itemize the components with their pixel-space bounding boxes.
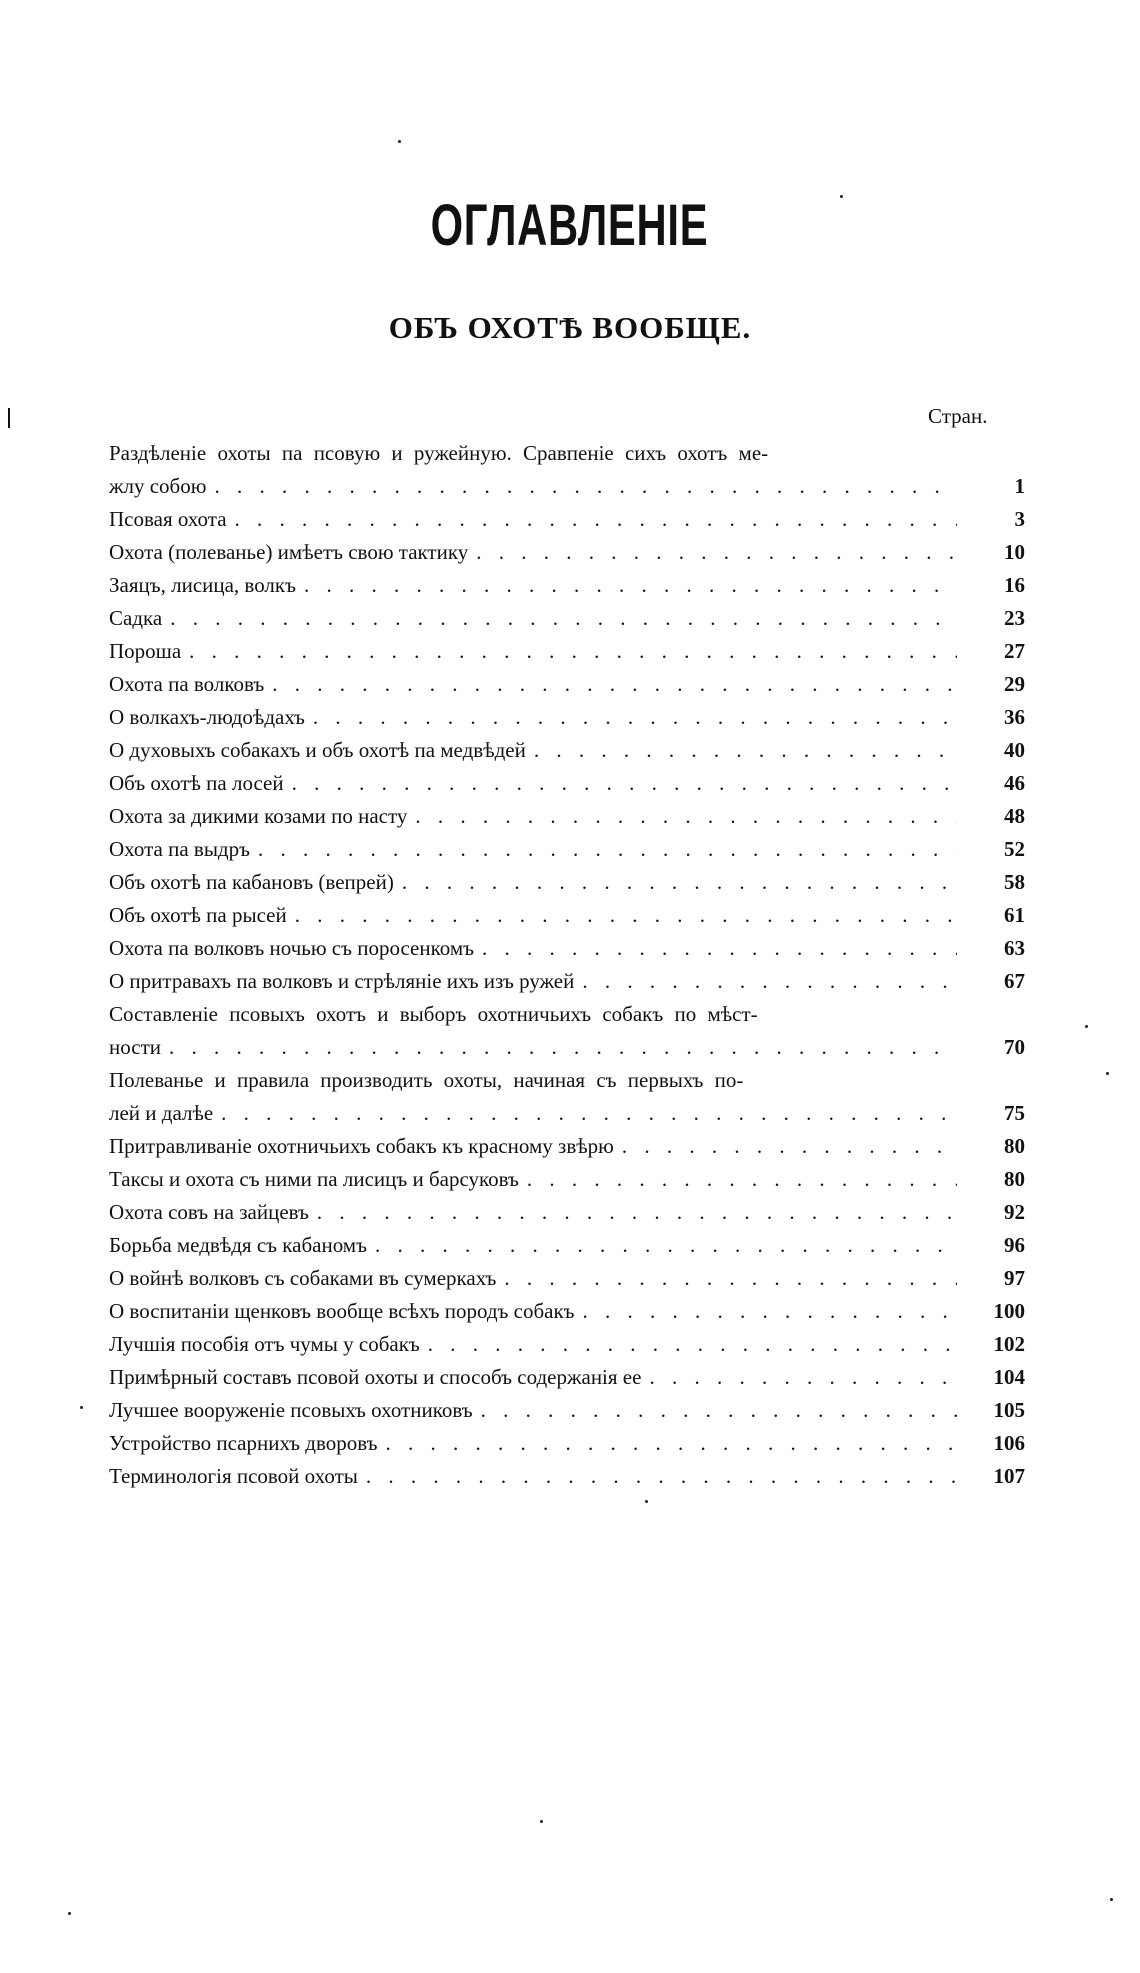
- toc-entry-row: [109, 536, 1025, 569]
- dot-leader: [189, 635, 957, 668]
- toc-entry-title-line: Раздѣленіе охоты па псовую и ружейную. Сравпеніе сихъ охотъ ме-: [109, 441, 769, 465]
- toc-entry-page: 80: [1004, 1134, 1025, 1158]
- toc-entry-title: Объ охотѣ па лосей: [109, 771, 284, 795]
- dot-leader: [169, 1031, 957, 1064]
- toc-entry-page: 10: [1004, 540, 1025, 564]
- dot-leader: [582, 965, 957, 998]
- dot-leader: [476, 536, 957, 569]
- toc-entry: [109, 1328, 1025, 1361]
- dot-leader: [481, 1394, 957, 1427]
- toc-entry-title-line: Полеванье и правила производить охоты, начиная съ первыхъ по-: [109, 1068, 744, 1092]
- toc-entry-row: [109, 965, 1025, 998]
- table-of-contents: [109, 437, 1025, 1493]
- toc-entry-page: 61: [1004, 903, 1025, 927]
- toc-entry-title: Лучшія пособія отъ чумы у собакъ: [109, 1332, 420, 1356]
- toc-entry-page: 3: [1014, 507, 1025, 531]
- toc-entry-page: 106: [993, 1431, 1025, 1455]
- toc-entry-title: Охота за дикими козами по насту: [109, 804, 408, 828]
- page-column-header: Стран.: [928, 404, 988, 428]
- dot-leader: [622, 1130, 957, 1163]
- toc-entry-page: 63: [1004, 936, 1025, 960]
- toc-entry-row: [109, 1295, 1025, 1328]
- toc-entry-row: [109, 1328, 1025, 1361]
- toc-entry: [109, 602, 1025, 635]
- toc-entry-title: О воспитаніи щенковъ вообще всѣхъ породъ собакъ: [109, 1299, 575, 1323]
- toc-entry: [109, 1460, 1025, 1493]
- toc-entry: [109, 1394, 1025, 1427]
- toc-entry: [109, 1427, 1025, 1460]
- toc-entry-page: 102: [993, 1332, 1025, 1356]
- toc-entry-row: [109, 1262, 1025, 1295]
- toc-entry: [109, 866, 1025, 899]
- dot-leader: [317, 1196, 957, 1229]
- toc-entry-title: Охота (полеванье) имѣетъ свою тактику: [109, 540, 469, 564]
- dot-leader: [428, 1328, 957, 1361]
- toc-entry-title: лей и далѣе: [109, 1101, 214, 1125]
- section-title: ОБЪ ОХОТѢ ВООБЩЕ.: [388, 310, 752, 345]
- toc-entry-row: [109, 569, 1025, 602]
- dot-leader: [386, 1427, 958, 1460]
- dot-leader: [583, 1295, 957, 1328]
- toc-entry: [109, 1361, 1025, 1394]
- toc-entry-page: 80: [1004, 1167, 1025, 1191]
- toc-entry-row: [109, 800, 1025, 833]
- toc-entry-row: [109, 470, 1025, 503]
- dot-leader: [504, 1262, 957, 1295]
- toc-entry-title: Псовая охота: [109, 507, 227, 531]
- toc-entry-page: 104: [993, 1365, 1025, 1389]
- toc-entry-title-line: Составленіе псовыхъ охотъ и выборъ охотничьихъ собакъ по мѣст-: [109, 1002, 758, 1026]
- toc-entry-page: 97: [1004, 1266, 1025, 1290]
- toc-entry-row: [109, 1163, 1025, 1196]
- dot-leader: [366, 1460, 957, 1493]
- toc-entry: [109, 668, 1025, 701]
- toc-entry-page: 36: [1004, 705, 1025, 729]
- toc-entry-row: [109, 1460, 1025, 1493]
- toc-entry-row: [109, 932, 1025, 965]
- toc-entry-row: [109, 1361, 1025, 1394]
- toc-entry: [109, 701, 1025, 734]
- toc-entry: [109, 899, 1025, 932]
- toc-entry-row: [109, 767, 1025, 800]
- toc-entry: [109, 1064, 1025, 1130]
- toc-entry: [109, 635, 1025, 668]
- toc-entry-row: [109, 602, 1025, 635]
- toc-entry-page: 70: [1004, 1035, 1025, 1059]
- toc-entry: [109, 1229, 1025, 1262]
- dot-leader: [258, 833, 957, 866]
- toc-entry: [109, 932, 1025, 965]
- dot-leader: [221, 1097, 957, 1130]
- toc-entry-row: [109, 1394, 1025, 1427]
- dot-leader: [170, 602, 957, 635]
- dot-leader: [292, 767, 957, 800]
- toc-entry-title: Охота па волковъ ночью съ поросенкомъ: [109, 936, 474, 960]
- toc-entry: [109, 965, 1025, 998]
- toc-entry: [109, 1295, 1025, 1328]
- toc-entry-page: 52: [1004, 837, 1025, 861]
- toc-entry: [109, 1130, 1025, 1163]
- toc-entry-title: ности: [109, 1035, 161, 1059]
- toc-entry-title: Терминологія псовой охоты: [109, 1464, 358, 1488]
- toc-entry-page: 29: [1004, 672, 1025, 696]
- toc-entry: [109, 734, 1025, 767]
- toc-entry-page: 46: [1004, 771, 1025, 795]
- toc-entry: [109, 998, 1025, 1064]
- dot-leader: [527, 1163, 957, 1196]
- toc-entry-page: 96: [1004, 1233, 1025, 1257]
- toc-entry-title: Заяцъ, лисица, волкъ: [109, 573, 296, 597]
- toc-entry: [109, 833, 1025, 866]
- toc-entry-title: О войнѣ волковъ съ собаками въ сумеркахъ: [109, 1266, 497, 1290]
- toc-entry-title: О притравахъ па волковъ и стрѣляніе ихъ изъ ружей: [109, 969, 575, 993]
- toc-entry-row: [109, 866, 1025, 899]
- toc-entry-page: 16: [1004, 573, 1025, 597]
- toc-entry-title: Объ охотѣ па кабановъ (вепрей): [109, 870, 394, 894]
- toc-entry-page: 67: [1004, 969, 1025, 993]
- margin-mark: [8, 408, 10, 428]
- dot-leader: [272, 668, 957, 701]
- toc-entry-row: [109, 1427, 1025, 1460]
- dot-leader: [313, 701, 957, 734]
- toc-entry-page: 23: [1004, 606, 1025, 630]
- toc-entry-title: О духовыхъ собакахъ и объ охотѣ па медвѣдей: [109, 738, 526, 762]
- toc-entry-row: [109, 1097, 1025, 1130]
- toc-entry-title: Охота па волковъ: [109, 672, 265, 696]
- toc-entry-title: Садка: [109, 606, 163, 630]
- toc-entry-title: Борьба медвѣдя съ кабаномъ: [109, 1233, 367, 1257]
- toc-entry: [109, 1196, 1025, 1229]
- toc-entry: [109, 1163, 1025, 1196]
- toc-entry-row: [109, 1229, 1025, 1262]
- toc-entry-title: Примѣрный составъ псовой охоты и способъ содержанія ее: [109, 1365, 642, 1389]
- dot-leader: [402, 866, 957, 899]
- toc-entry-title: Пороша: [109, 639, 182, 663]
- toc-entry: [109, 1262, 1025, 1295]
- toc-entry: [109, 503, 1025, 536]
- toc-entry-row: [109, 734, 1025, 767]
- toc-entry-title: жлу собою: [109, 474, 207, 498]
- toc-entry: [109, 437, 1025, 503]
- toc-entry: [109, 569, 1025, 602]
- toc-entry-row: [109, 668, 1025, 701]
- toc-entry-page: 58: [1004, 870, 1025, 894]
- toc-entry-title: Охота совъ на зайцевъ: [109, 1200, 309, 1224]
- toc-entry-row: [109, 503, 1025, 536]
- toc-entry-row: [109, 701, 1025, 734]
- dot-leader: [649, 1361, 957, 1394]
- dot-leader: [375, 1229, 957, 1262]
- toc-entry-row: [109, 833, 1025, 866]
- toc-entry-row: [109, 899, 1025, 932]
- toc-entry-title: Таксы и охота съ ними па лисицъ и барсуковъ: [109, 1167, 519, 1191]
- toc-entry-page: 1: [1014, 474, 1025, 498]
- toc-entry-page: 100: [993, 1299, 1025, 1323]
- toc-entry-page: 92: [1004, 1200, 1025, 1224]
- dot-leader: [235, 503, 957, 536]
- dot-leader: [304, 569, 957, 602]
- dot-leader: [415, 800, 957, 833]
- toc-entry-page: 27: [1004, 639, 1025, 663]
- toc-entry-title: Лучшее вооруженіе псовыхъ охотниковъ: [109, 1398, 473, 1422]
- dot-leader: [295, 899, 957, 932]
- toc-entry-title: О волкахъ-людоѣдахъ: [109, 705, 305, 729]
- toc-entry: [109, 767, 1025, 800]
- toc-entry-page: 75: [1004, 1101, 1025, 1125]
- dot-leader: [534, 734, 957, 767]
- toc-entry-row: [109, 635, 1025, 668]
- page-title: ОГЛАВЛЕНІЕ: [430, 193, 709, 258]
- dot-leader: [482, 932, 957, 965]
- toc-entry-title: Притравливаніе охотничьихъ собакъ къ красному звѣрю: [109, 1134, 614, 1158]
- dot-leader: [214, 470, 957, 503]
- toc-entry-row: [109, 1130, 1025, 1163]
- toc-entry-page: 107: [993, 1464, 1025, 1488]
- toc-entry-title: Устройство псарнихъ дворовъ: [109, 1431, 378, 1455]
- toc-entry-page: 48: [1004, 804, 1025, 828]
- toc-entry-title: Объ охотѣ па рысей: [109, 903, 287, 927]
- toc-entry-row: [109, 1196, 1025, 1229]
- toc-entry-page: 40: [1004, 738, 1025, 762]
- toc-entry: [109, 800, 1025, 833]
- toc-entry-title: Охота па выдръ: [109, 837, 250, 861]
- toc-entry: [109, 536, 1025, 569]
- toc-entry-row: [109, 1031, 1025, 1064]
- toc-entry-page: 105: [993, 1398, 1025, 1422]
